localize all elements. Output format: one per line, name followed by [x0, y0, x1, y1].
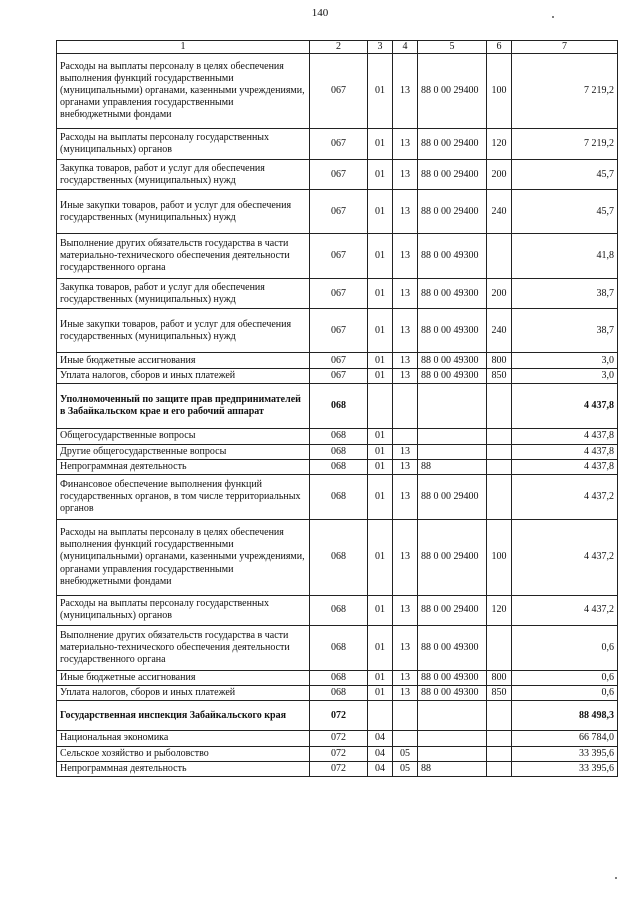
cell-col-7: 0,6: [512, 686, 618, 701]
cell-col-2: 067: [310, 279, 368, 309]
cell-col-2: 067: [310, 309, 368, 353]
cell-col-3: [368, 384, 393, 429]
table-row: [57, 746, 618, 761]
cell-col-3: 01: [368, 234, 393, 279]
table-row: [57, 353, 618, 369]
table-row: [57, 595, 618, 625]
cell-col-2: 068: [310, 625, 368, 670]
cell-col-6: 850: [487, 686, 512, 701]
cell-col-6: [487, 474, 512, 519]
cell-col-5: 88 0 00 29400: [418, 129, 487, 160]
row-name-cell: Финансовое обеспечение выполнения функций государственных органов, в том числе территориальных органов: [57, 474, 310, 519]
column-header-1: 1: [57, 41, 310, 54]
cell-col-3: 01: [368, 190, 393, 234]
page-number: 140: [311, 7, 329, 19]
cell-col-2: 067: [310, 234, 368, 279]
cell-col-3: 04: [368, 746, 393, 761]
cell-col-5: 88 0 00 29400: [418, 160, 487, 190]
cell-col-4: 13: [393, 474, 418, 519]
cell-col-3: 01: [368, 279, 393, 309]
table-row: [57, 129, 618, 160]
cell-col-4: 13: [393, 686, 418, 701]
cell-col-7: 88 498,3: [512, 701, 618, 731]
table-row: [57, 234, 618, 279]
cell-col-6: 240: [487, 190, 512, 234]
cell-col-4: 13: [393, 353, 418, 369]
row-name-cell: Иные закупки товаров, работ и услуг для обеспечения государственных (муниципальных) нужд: [57, 190, 310, 234]
cell-col-5: [418, 701, 487, 731]
cell-col-4: 13: [393, 369, 418, 384]
cell-col-3: 04: [368, 731, 393, 746]
cell-col-2: 072: [310, 746, 368, 761]
cell-col-4: 13: [393, 129, 418, 160]
cell-col-4: [393, 384, 418, 429]
cell-col-3: 01: [368, 519, 393, 595]
cell-col-5: 88: [418, 459, 487, 474]
cell-col-6: [487, 746, 512, 761]
cell-col-4: [393, 731, 418, 746]
cell-col-4: 13: [393, 519, 418, 595]
cell-col-6: 100: [487, 519, 512, 595]
column-header-5: 5: [418, 41, 487, 54]
table-row: [57, 369, 618, 384]
scan-speck: [615, 877, 617, 879]
row-name-cell: Расходы на выплаты персоналу государственных (муниципальных) органов: [57, 129, 310, 160]
cell-col-5: 88 0 00 49300: [418, 234, 487, 279]
cell-col-5: 88 0 00 29400: [418, 474, 487, 519]
table-header-row: [57, 41, 618, 54]
cell-col-4: 13: [393, 279, 418, 309]
cell-col-6: 100: [487, 54, 512, 129]
cell-col-4: [393, 701, 418, 731]
column-header-6: 6: [487, 41, 512, 54]
scan-speck: [552, 16, 554, 18]
cell-col-4: 13: [393, 54, 418, 129]
cell-col-5: 88 0 00 49300: [418, 369, 487, 384]
cell-col-7: 0,6: [512, 670, 618, 685]
cell-col-5: 88 0 00 49300: [418, 279, 487, 309]
cell-col-6: [487, 444, 512, 459]
cell-col-6: 200: [487, 160, 512, 190]
cell-col-7: 4 437,2: [512, 474, 618, 519]
row-name-cell: Выполнение других обязательств государства в части материально-технического обеспечения деятельности государственного органа: [57, 625, 310, 670]
table-row: [57, 54, 618, 129]
cell-col-2: 068: [310, 474, 368, 519]
cell-col-5: 88 0 00 49300: [418, 670, 487, 685]
table-row: [57, 519, 618, 595]
table-row: [57, 444, 618, 459]
cell-col-2: 068: [310, 459, 368, 474]
cell-col-7: 4 437,2: [512, 519, 618, 595]
cell-col-2: 068: [310, 595, 368, 625]
cell-col-4: 05: [393, 761, 418, 776]
cell-col-2: 067: [310, 369, 368, 384]
cell-col-3: 01: [368, 625, 393, 670]
table-body: [57, 54, 618, 777]
cell-col-7: 7 219,2: [512, 129, 618, 160]
cell-col-2: 068: [310, 686, 368, 701]
cell-col-7: 4 437,8: [512, 384, 618, 429]
cell-col-7: 3,0: [512, 369, 618, 384]
cell-col-5: 88 0 00 29400: [418, 190, 487, 234]
cell-col-7: 3,0: [512, 353, 618, 369]
cell-col-7: 7 219,2: [512, 54, 618, 129]
table-row: [57, 384, 618, 429]
cell-col-7: 33 395,6: [512, 761, 618, 776]
cell-col-2: 072: [310, 731, 368, 746]
cell-col-5: 88 0 00 49300: [418, 686, 487, 701]
cell-col-3: [368, 701, 393, 731]
column-header-7: 7: [512, 41, 618, 54]
cell-col-6: 120: [487, 129, 512, 160]
cell-col-5: 88 0 00 49300: [418, 309, 487, 353]
row-name-cell: Расходы на выплаты персоналу государственных (муниципальных) органов: [57, 595, 310, 625]
table-row: [57, 686, 618, 701]
cell-col-4: 05: [393, 746, 418, 761]
cell-col-6: 240: [487, 309, 512, 353]
table-row: [57, 429, 618, 444]
cell-col-6: [487, 731, 512, 746]
cell-col-7: 4 437,8: [512, 444, 618, 459]
cell-col-3: 01: [368, 444, 393, 459]
cell-col-5: 88 0 00 49300: [418, 625, 487, 670]
cell-col-2: 068: [310, 429, 368, 444]
cell-col-2: 068: [310, 670, 368, 685]
cell-col-6: [487, 384, 512, 429]
cell-col-6: 200: [487, 279, 512, 309]
cell-col-4: [393, 429, 418, 444]
cell-col-6: 800: [487, 670, 512, 685]
cell-col-5: [418, 746, 487, 761]
cell-col-2: 068: [310, 384, 368, 429]
cell-col-7: 0,6: [512, 625, 618, 670]
cell-col-4: 13: [393, 459, 418, 474]
cell-col-7: 66 784,0: [512, 731, 618, 746]
cell-col-6: 800: [487, 353, 512, 369]
cell-col-4: 13: [393, 670, 418, 685]
cell-col-6: [487, 459, 512, 474]
cell-col-5: [418, 429, 487, 444]
cell-col-3: 01: [368, 369, 393, 384]
row-name-cell: Расходы на выплаты персоналу в целях обеспечения выполнения функций государственными (муниципальными) органами, казенными учреждениями, органами управления государственными внебюджетными фондами: [57, 54, 310, 129]
cell-col-6: 850: [487, 369, 512, 384]
row-name-cell: Сельское хозяйство и рыболовство: [57, 746, 310, 761]
cell-col-2: 068: [310, 519, 368, 595]
row-name-cell: Уплата налогов, сборов и иных платежей: [57, 369, 310, 384]
table-row: [57, 309, 618, 353]
row-name-cell: Иные бюджетные ассигнования: [57, 670, 310, 685]
table-row: [57, 761, 618, 776]
row-name-cell: Государственная инспекция Забайкальского края: [57, 701, 310, 731]
cell-col-7: 4 437,8: [512, 459, 618, 474]
table-row: [57, 701, 618, 731]
cell-col-6: [487, 761, 512, 776]
cell-col-5: 88 0 00 29400: [418, 595, 487, 625]
cell-col-5: 88 0 00 29400: [418, 519, 487, 595]
row-name-cell: Непрограммная деятельность: [57, 459, 310, 474]
cell-col-7: 4 437,2: [512, 595, 618, 625]
table-row: [57, 625, 618, 670]
row-name-cell: Национальная экономика: [57, 731, 310, 746]
table-row: [57, 190, 618, 234]
cell-col-4: 13: [393, 234, 418, 279]
row-name-cell: Другие общегосударственные вопросы: [57, 444, 310, 459]
cell-col-2: 067: [310, 353, 368, 369]
cell-col-7: 38,7: [512, 279, 618, 309]
cell-col-7: 33 395,6: [512, 746, 618, 761]
budget-table: [56, 40, 618, 777]
table-row: [57, 279, 618, 309]
row-name-cell: Уполномоченный по защите прав предпринимателей в Забайкальском крае и его рабочий аппарат: [57, 384, 310, 429]
cell-col-7: 45,7: [512, 160, 618, 190]
row-name-cell: Иные бюджетные ассигнования: [57, 353, 310, 369]
column-header-2: 2: [310, 41, 368, 54]
cell-col-5: [418, 384, 487, 429]
cell-col-5: [418, 444, 487, 459]
table-row: [57, 459, 618, 474]
cell-col-4: 13: [393, 190, 418, 234]
column-header-4: 4: [393, 41, 418, 54]
cell-col-6: [487, 625, 512, 670]
table-row: [57, 160, 618, 190]
column-header-3: 3: [368, 41, 393, 54]
cell-col-4: 13: [393, 309, 418, 353]
table-row: [57, 731, 618, 746]
cell-col-2: 067: [310, 190, 368, 234]
cell-col-2: 067: [310, 129, 368, 160]
row-name-cell: Уплата налогов, сборов и иных платежей: [57, 686, 310, 701]
cell-col-2: 072: [310, 761, 368, 776]
cell-col-3: 01: [368, 129, 393, 160]
cell-col-5: [418, 731, 487, 746]
cell-col-5: 88 0 00 29400: [418, 54, 487, 129]
cell-col-6: [487, 429, 512, 444]
cell-col-3: 01: [368, 459, 393, 474]
row-name-cell: Расходы на выплаты персоналу в целях обеспечения выполнения функций государственными (муниципальными) органами, казенными учреждениями, органами управления государственными внебюджетными фондами: [57, 519, 310, 595]
row-name-cell: Закупка товаров, работ и услуг для обеспечения государственных (муниципальных) нужд: [57, 279, 310, 309]
row-name-cell: Непрограммная деятельность: [57, 761, 310, 776]
cell-col-3: 01: [368, 670, 393, 685]
cell-col-4: 13: [393, 595, 418, 625]
cell-col-4: 13: [393, 444, 418, 459]
row-name-cell: Выполнение других обязательств государства в части материально-технического обеспечения деятельности государственного органа: [57, 234, 310, 279]
row-name-cell: Иные закупки товаров, работ и услуг для обеспечения государственных (муниципальных) нужд: [57, 309, 310, 353]
cell-col-6: [487, 701, 512, 731]
cell-col-2: 072: [310, 701, 368, 731]
table-row: [57, 670, 618, 685]
cell-col-3: 01: [368, 54, 393, 129]
cell-col-3: 01: [368, 353, 393, 369]
cell-col-7: 45,7: [512, 190, 618, 234]
cell-col-4: 13: [393, 625, 418, 670]
cell-col-7: 4 437,8: [512, 429, 618, 444]
cell-col-6: [487, 234, 512, 279]
cell-col-2: 068: [310, 444, 368, 459]
cell-col-6: 120: [487, 595, 512, 625]
cell-col-3: 01: [368, 429, 393, 444]
cell-col-3: 01: [368, 595, 393, 625]
row-name-cell: Закупка товаров, работ и услуг для обеспечения государственных (муниципальных) нужд: [57, 160, 310, 190]
cell-col-5: 88 0 00 49300: [418, 353, 487, 369]
cell-col-2: 067: [310, 54, 368, 129]
cell-col-2: 067: [310, 160, 368, 190]
cell-col-7: 41,8: [512, 234, 618, 279]
table-row: [57, 474, 618, 519]
cell-col-3: 01: [368, 474, 393, 519]
cell-col-7: 38,7: [512, 309, 618, 353]
cell-col-3: 04: [368, 761, 393, 776]
cell-col-3: 01: [368, 686, 393, 701]
row-name-cell: Общегосударственные вопросы: [57, 429, 310, 444]
cell-col-3: 01: [368, 309, 393, 353]
cell-col-5: 88: [418, 761, 487, 776]
cell-col-3: 01: [368, 160, 393, 190]
cell-col-4: 13: [393, 160, 418, 190]
